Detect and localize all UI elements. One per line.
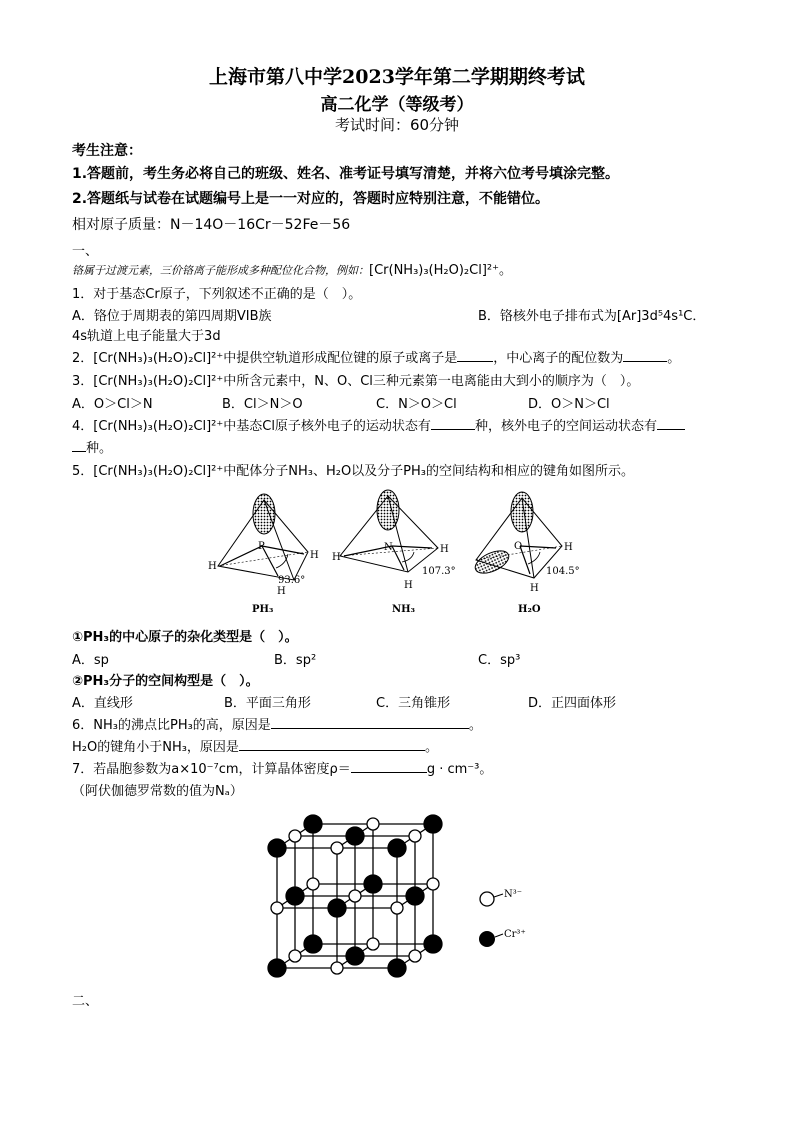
q1-option-c: 4s轨道上电子能量大于3d: [72, 329, 221, 344]
exam-time: 考试时间：60分钟: [334, 116, 460, 134]
n-ion: [289, 830, 301, 842]
q3-option-d: D．O＞N＞Cl: [528, 397, 610, 412]
q4-mid: 种，核外电子的空间运动状态有: [474, 419, 657, 434]
ph3-h-left: H: [208, 561, 217, 572]
q5-sub2: ②PH₃分子的空间构型是（ ）。: [72, 674, 259, 689]
cr-ion: [304, 935, 322, 953]
notice-item-1: 1.答题前，考生务必将自己的班级、姓名、准考证号填写清楚，并将六位考号填涂完整。: [72, 166, 620, 182]
n-ion: [307, 878, 319, 890]
notice-heading: 考生注意：: [72, 143, 142, 159]
n-ion: [367, 938, 379, 950]
notice-item-2: 2.答题纸与试卷在试题编号上是一一对应的，答题时应特别注意，不能错位。: [72, 191, 550, 207]
section-1-label: 一、: [72, 244, 99, 259]
n-ion: [289, 950, 301, 962]
q4-suffix: 种。: [86, 441, 113, 456]
q1-option-b: B．铬核外电子排布式为[Ar]3d⁵4s¹C．: [478, 309, 706, 324]
nh3-center: N: [384, 542, 393, 553]
n-ion: [271, 902, 283, 914]
nh3-h-left: H: [332, 552, 341, 563]
q1-option-a: A．铬位于周期表的第四周期VIB族: [72, 309, 272, 324]
legend-cr-ion-label: Cr³⁺: [504, 929, 526, 940]
q5-stem: 5．[Cr(NH₃)₃(H₂O)₂Cl]²⁺中配体分子NH₃、H₂O以及分子PH₃的空间结构和相应的键角如图所示。: [72, 464, 634, 479]
q2-suffix: 。: [667, 351, 681, 366]
n-ion: [409, 950, 421, 962]
q5-sub1-option-c: C．sp³: [478, 653, 521, 668]
q3-option-a: A．O＞Cl＞N: [72, 397, 153, 412]
n-ion: [409, 830, 421, 842]
q6-text-1: 6．NH₃的沸点比PH₃的高，原因是: [72, 718, 271, 733]
q6-text-2: H₂O的键角小于NH₃，原因是: [72, 740, 239, 755]
nh3-h-right: H: [440, 544, 449, 555]
cr-ion: [364, 875, 382, 893]
exam-subtitle: 高二化学（等级考）: [320, 95, 474, 115]
q2-blank-2: [623, 348, 667, 362]
h2o-label: H₂O: [518, 604, 541, 615]
q5-sub2-option-d: D．正四面体形: [528, 696, 617, 711]
ph3-angle: 93.6°: [278, 575, 306, 586]
cr-ion: [388, 959, 406, 977]
nh3-molecule: [332, 490, 456, 615]
q2-prefix: 2．[Cr(NH₃)₃(H₂O)₂Cl]²⁺中提供空轨道形成配位键的原子或离子是: [72, 351, 458, 366]
legend-n-ion-marker: [480, 892, 494, 906]
q3-option-b: B．Cl＞N＞O: [222, 397, 303, 412]
q1-stem: 1．对于基态Cr原子，下列叙述不正确的是（ ）。: [72, 287, 362, 302]
cr-ion: [304, 815, 322, 833]
q2: [72, 347, 680, 366]
q5-sub1-option-b: B．sp²: [274, 653, 317, 668]
legend-cr-ion-marker: [479, 931, 495, 947]
q6-line-1: [72, 714, 482, 733]
q5-sub1: ①PH₃的中心原子的杂化类型是（ ）。: [72, 630, 298, 645]
cr-ion: [268, 839, 286, 857]
nh3-label: NH₃: [392, 604, 415, 615]
intro-complex: [Cr(NH₃)₃(H₂O)₂Cl]²⁺。: [369, 263, 512, 278]
legend: [479, 889, 526, 947]
q7: [72, 758, 492, 777]
cr-ion: [424, 935, 442, 953]
section-2-label: 二、: [72, 994, 99, 1009]
cr-ion: [388, 839, 406, 857]
molecule-figure: [200, 488, 600, 618]
q5-sub1-option-a: A．sp: [72, 653, 109, 668]
h2o-h-bottom: H: [530, 583, 539, 594]
q5-sub2-option-a: A．直线形: [72, 696, 133, 711]
q6-blank-1: [271, 715, 469, 729]
h2o-molecule: [472, 492, 580, 615]
q4: [72, 415, 685, 434]
q6-blank-2: [239, 737, 425, 751]
q4-cont: [72, 437, 112, 456]
atomic-mass: 相对原子质量：N－14O－16Cr－52Fe－56: [72, 217, 351, 233]
n-ion: [331, 962, 343, 974]
ph3-h-bottom: H: [277, 586, 286, 597]
q4-blank-1: [431, 416, 475, 430]
n-ion: [367, 818, 379, 830]
cr-ion: [286, 887, 304, 905]
lattice-atoms: [268, 815, 442, 977]
q2-mid: ，中心离子的配位数为: [493, 351, 624, 366]
ph3-center: P: [258, 541, 265, 552]
exam-title: 上海市第八中学2023学年第二学期期终考试: [209, 66, 585, 88]
q4-prefix: 4．[Cr(NH₃)₃(H₂O)₂Cl]²⁺中基态Cl原子核外电子的运动状态有: [72, 419, 431, 434]
q7-blank: [351, 759, 427, 773]
q4-blank-2b: [72, 438, 86, 452]
nh3-angle: 107.3°: [422, 566, 456, 577]
intro-text: 铬属于过渡元素，三价铬离子能形成多种配位化合物，例如：: [72, 264, 369, 277]
n-ion: [349, 890, 361, 902]
q5-sub2-option-c: C．三角锥形: [376, 696, 451, 711]
cr-ion: [424, 815, 442, 833]
cr-ion: [268, 959, 286, 977]
n-ion: [331, 842, 343, 854]
cr-ion: [328, 899, 346, 917]
legend-n-ion-label: N³⁻: [504, 889, 523, 900]
q7-prefix: 7．若晶胞参数为a×10⁻⁷cm，计算晶体密度ρ＝: [72, 762, 351, 777]
n-ion: [427, 878, 439, 890]
ph3-h-right: H: [310, 550, 319, 561]
cr-ion: [406, 887, 424, 905]
ph3-label: PH₃: [252, 604, 274, 615]
nh3-h-bottom: H: [404, 580, 413, 591]
h2o-center: O: [514, 541, 523, 552]
cr-ion: [346, 827, 364, 845]
q6-end-2: 。: [424, 740, 438, 755]
q4-blank-2a: [657, 416, 685, 430]
cr-ion: [346, 947, 364, 965]
q3-option-c: C．N＞O＞Cl: [376, 397, 457, 412]
q6-end-1: 。: [468, 718, 482, 733]
ph3-molecule: [208, 494, 319, 615]
q5-sub2-option-b: B．平面三角形: [224, 696, 311, 711]
q7-note: （阿伏伽德罗常数的值为Nₐ）: [72, 784, 243, 799]
q3-stem: 3．[Cr(NH₃)₃(H₂O)₂Cl]²⁺中所含元素中，N、O、Cl三种元素第一电离能由大到小的顺序为（ ）。: [72, 374, 640, 389]
h2o-h-right: H: [564, 542, 573, 553]
crystal-cell-figure: [255, 796, 555, 986]
n-ion: [391, 902, 403, 914]
q2-blank-1: [457, 348, 493, 362]
h2o-angle: 104.5°: [546, 566, 580, 577]
section-1-intro: [72, 259, 512, 278]
q7-unit: g · cm⁻³。: [426, 762, 493, 777]
q6-line-2: [72, 736, 438, 755]
